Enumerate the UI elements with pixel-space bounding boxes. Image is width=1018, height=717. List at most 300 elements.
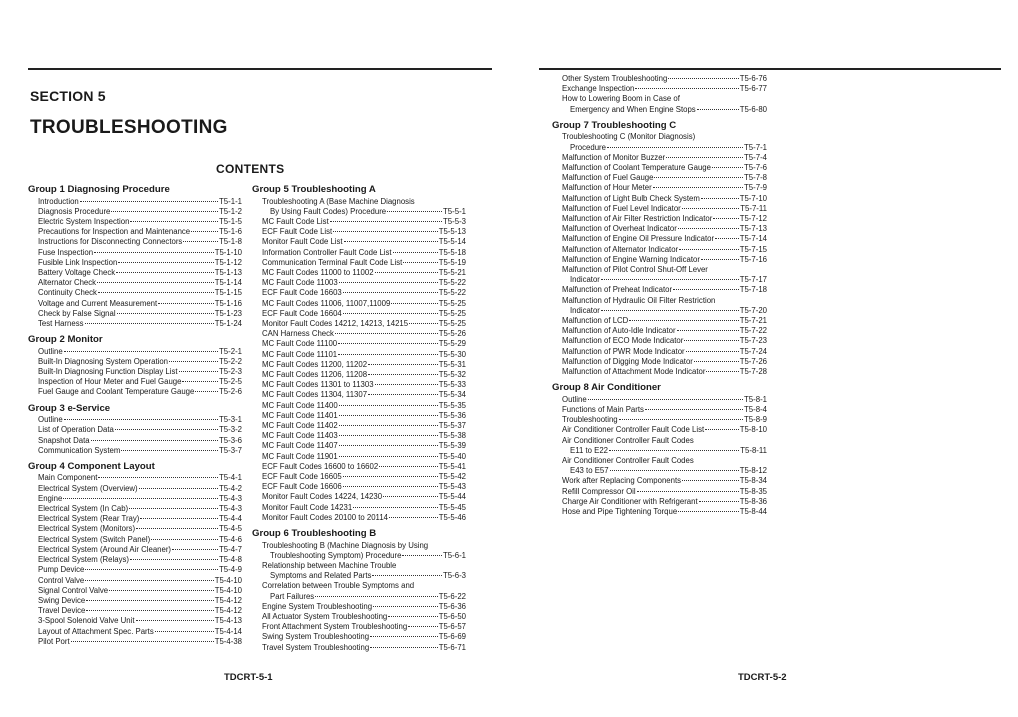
dot-leader [182, 381, 218, 382]
toc-page-number: T5-1-24 [214, 318, 242, 328]
dot-leader [375, 384, 438, 385]
toc-entry-title: Emergency and When Engine Stops [570, 104, 696, 114]
dot-leader [679, 249, 739, 250]
dot-leader [653, 187, 743, 188]
dot-leader [172, 549, 218, 550]
toc-entry [28, 627, 242, 637]
toc-entry-title: List of Operation Data [38, 425, 114, 435]
toc-entry-title: MC Fault Codes 11200, 11202 [262, 359, 368, 369]
toc-page-number: T5-3-1 [219, 415, 242, 425]
toc-page-number: T5-6-76 [739, 74, 767, 83]
dot-leader [64, 351, 218, 352]
toc-page-number: T5-3-2 [219, 425, 242, 435]
dot-leader [140, 518, 218, 519]
toc-page-number: T5-5-37 [438, 420, 466, 430]
toc-entry [252, 441, 466, 451]
dot-leader [372, 575, 442, 576]
toc-entry [552, 507, 767, 517]
dot-leader [85, 580, 213, 581]
toc-page-number: T5-4-6 [219, 534, 242, 544]
toc-entry-title: Hose and Pipe Tightening Torque [562, 506, 678, 516]
toc-page-number: T5-5-43 [438, 482, 466, 492]
toc-entry [28, 387, 242, 397]
dot-leader [130, 221, 218, 222]
toc-entry [252, 592, 466, 602]
toc-page-number: T5-5-25 [438, 308, 466, 318]
dot-leader [339, 282, 438, 283]
dot-leader [63, 498, 218, 499]
toc-page-number: T5-7-15 [739, 244, 767, 254]
toc-entry-title: Malfunction of Air Filter Restriction Indicator [562, 213, 713, 223]
toc-entry-title: Outline [38, 346, 63, 356]
toc-entry-title: Charge Air Conditioner with Refrigerant [562, 496, 698, 506]
toc-page-number: T5-5-46 [438, 512, 466, 522]
toc-column-left-2 [252, 184, 466, 653]
toc-entry-title: ECF Fault Codes 16600 to 16602 [262, 461, 379, 471]
toc-entry-title: MC Fault Codes 11301 to 11303 [262, 380, 374, 390]
toc-entry-title: Indicator [570, 275, 600, 285]
dot-leader [109, 590, 214, 591]
toc-entry-title: Malfunction of Attachment Mode Indicator [562, 366, 706, 376]
toc-entry [252, 602, 466, 612]
toc-entry-title: Main Component [38, 473, 98, 483]
toc-page-number: T5-2-3 [219, 367, 242, 377]
dot-leader [111, 211, 218, 212]
toc-entry-title: Refill Compressor Oil [562, 486, 636, 496]
page-footer-left: TDCRT-5-1 [224, 672, 273, 683]
dot-leader [91, 440, 218, 441]
toc-page-number: T5-1-13 [214, 267, 242, 277]
dot-leader [85, 569, 218, 570]
toc-entry [252, 632, 466, 642]
toc-entry [552, 476, 767, 486]
dot-leader [601, 279, 739, 280]
toc-entry [552, 234, 767, 244]
toc-entry-title: Fuse Inspection [38, 247, 94, 257]
toc-page-number: T5-1-12 [214, 257, 242, 267]
toc-entry-title: Diagnosis Procedure [38, 206, 111, 216]
toc-entry-title: ECF Fault Code 16606 [262, 482, 342, 492]
toc-page-number: T5-4-7 [219, 544, 242, 554]
toc-page-number: T5-8-44 [739, 506, 767, 516]
toc-entry-title: Malfunction of Pilot Control Shut-Off Lever [562, 264, 708, 274]
toc-entry [552, 275, 767, 285]
toc-page-number: T5-7-16 [739, 254, 767, 264]
toc-page-number: T5-8-10 [739, 425, 767, 435]
toc-page-number: T5-4-3 [219, 504, 242, 514]
toc-page-number: T5-5-13 [438, 227, 466, 237]
toc-page-number: T5-1-5 [219, 216, 242, 226]
dot-leader [191, 231, 218, 232]
toc-entry-title: Troubleshooting B (Machine Diagnosis by Using [262, 540, 429, 550]
toc-page-number: T5-5-44 [438, 492, 466, 502]
top-rule [28, 68, 492, 70]
dot-leader [130, 559, 218, 560]
toc-page-number: T5-4-10 [214, 585, 242, 595]
dot-leader [666, 157, 743, 158]
dot-leader [315, 596, 437, 597]
dot-leader [678, 511, 739, 512]
toc-entry [28, 237, 242, 247]
toc-entry-title: MC Fault Code 11403 [262, 431, 338, 441]
dot-leader [645, 409, 743, 410]
toc-entry-title: Check by False Signal [38, 308, 116, 318]
toc-entry [252, 622, 466, 632]
toc-entry-title: Malfunction of Engine Oil Pressure Indicator [562, 234, 715, 244]
toc-entry [552, 224, 767, 234]
toc-entry-title: Fuel Gauge and Coolant Temperature Gauge [38, 387, 195, 397]
toc-entry-title: Engine [38, 493, 63, 503]
dot-leader [343, 476, 438, 477]
toc-page-number: T5-4-14 [214, 626, 242, 636]
dot-leader [344, 241, 438, 242]
dot-leader [169, 361, 218, 362]
toc-entry [252, 227, 466, 237]
toc-page-number: T5-6-57 [438, 622, 466, 632]
dot-leader [588, 399, 743, 400]
toc-entry-title: Outline [562, 394, 587, 404]
toc-entry [28, 576, 242, 586]
toc-entry-title: Malfunction of Engine Warning Indicator [562, 254, 700, 264]
toc-entry-title: Electric System Inspection [38, 216, 130, 226]
toc-entry-title: Battery Voltage Check [38, 267, 116, 277]
dot-leader [383, 496, 438, 497]
toc-group-heading: Group 4 Component Layout [28, 460, 155, 472]
toc-page-number: T5-5-34 [438, 390, 466, 400]
toc-page-number: T5-5-36 [438, 410, 466, 420]
toc-entry [552, 405, 767, 415]
toc-entry-title: Continuity Check [38, 288, 97, 298]
toc-page-number: T5-5-32 [438, 369, 466, 379]
toc-page-number: T5-4-4 [219, 514, 242, 524]
toc-entry-title: MC Fault Code List [262, 216, 329, 226]
toc-entry [28, 606, 242, 616]
toc-entry [552, 163, 767, 173]
toc-entry-title: 3-Spool Solenoid Valve Unit [38, 616, 135, 626]
toc-entry [552, 214, 767, 224]
dot-leader [713, 218, 738, 219]
dot-leader [370, 647, 438, 648]
toc-entry-title: Malfunction of Auto-Idle Indicator [562, 326, 676, 336]
toc-entry [252, 421, 466, 431]
toc-entry [28, 377, 242, 387]
toc-entry-title: Air Conditioner Controller Fault Codes [562, 455, 694, 465]
toc-entry [552, 487, 767, 497]
toc-entry [252, 207, 466, 217]
toc-entry [252, 360, 466, 370]
toc-page-number: T5-7-1 [744, 142, 767, 152]
toc-entry-title: Relationship between Machine Trouble [262, 560, 397, 570]
dot-leader [619, 419, 743, 420]
toc-page-number: T5-4-12 [214, 595, 242, 605]
dot-leader [338, 343, 438, 344]
toc-entry [28, 217, 242, 227]
toc-page-number: T5-5-3 [443, 216, 466, 226]
toc-entry [252, 309, 466, 319]
dot-leader [98, 477, 218, 478]
toc-page-number: T5-4-13 [214, 616, 242, 626]
toc-entry-title: E11 to E22 [570, 445, 609, 455]
toc-entry [28, 288, 242, 298]
toc-entry-title: Communication System [38, 445, 121, 455]
dot-leader [368, 364, 438, 365]
toc-page-number: T5-7-22 [739, 326, 767, 336]
dot-leader [701, 259, 739, 260]
toc-entry-title: MC Fault Codes 11304, 11307 [262, 390, 368, 400]
toc-entry [552, 425, 767, 435]
toc-entry [252, 390, 466, 400]
toc-entry [252, 551, 466, 561]
dot-leader [684, 340, 738, 341]
toc-entry-title: Introduction [38, 196, 79, 206]
dot-leader [85, 323, 214, 324]
dot-leader [610, 470, 739, 471]
toc-entry-title: ECF Fault Code List [262, 227, 333, 237]
toc-entry [552, 183, 767, 193]
toc-page-number: T5-8-4 [744, 404, 767, 414]
toc-entry-title: Swing Device [38, 595, 86, 605]
dot-leader [375, 272, 438, 273]
toc-page-number: T5-6-50 [438, 611, 466, 621]
toc-entry [252, 411, 466, 421]
dot-leader [715, 238, 739, 239]
contents-heading: CONTENTS [216, 162, 285, 176]
dot-leader [682, 208, 740, 209]
toc-entry [252, 503, 466, 513]
toc-page-number: T5-8-35 [739, 486, 767, 496]
toc-page-number: T5-5-18 [438, 247, 466, 257]
toc-entry [552, 285, 767, 295]
toc-entry [28, 299, 242, 309]
toc-page-number: T5-8-1 [744, 394, 767, 404]
toc-entry [28, 504, 242, 514]
toc-page-number: T5-5-22 [438, 288, 466, 298]
toc-group-heading: Group 3 e-Service [28, 402, 111, 414]
toc-entry [28, 446, 242, 456]
toc-group-heading: Group 2 Monitor [28, 334, 103, 346]
dot-leader [179, 371, 218, 372]
toc-page-number: T5-8-34 [739, 476, 767, 486]
dot-leader [335, 333, 438, 334]
toc-page-number: T5-6-22 [438, 591, 466, 601]
toc-entry-title: Monitor Fault Codes 14224, 14230 [262, 492, 383, 502]
toc-page-number: T5-2-5 [219, 377, 242, 387]
toc-page-number: T5-5-39 [438, 441, 466, 451]
toc-entry-title: Malfunction of Light Bulb Check System [562, 193, 700, 203]
toc-entry-title: Monitor Fault Codes 14212, 14213, 14215 [262, 318, 409, 328]
toc-page-number: T5-7-8 [744, 173, 767, 183]
dot-leader [607, 147, 743, 148]
toc-page-number: T5-5-35 [438, 400, 466, 410]
dot-leader [697, 109, 739, 110]
dot-leader [368, 374, 438, 375]
toc-entry [552, 105, 767, 115]
toc-page-number: T5-5-30 [438, 349, 466, 359]
toc-entry [552, 255, 767, 265]
toc-page-number: T5-5-33 [438, 380, 466, 390]
toc-page-number: T5-5-38 [438, 431, 466, 441]
toc-entry-title: Other System Troubleshooting [562, 74, 668, 83]
toc-entry-title: Troubleshooting A (Base Machine Diagnosis [262, 196, 415, 206]
toc-entry-title: Pump Device [38, 565, 85, 575]
toc-entry-title: Test Harness [38, 318, 84, 328]
toc-page-number: T5-5-25 [438, 298, 466, 308]
toc-page-number: T5-4-2 [219, 483, 242, 493]
toc-entry [28, 258, 242, 268]
toc-entry-title: Electrical System (In Cab) [38, 504, 129, 514]
dot-leader [368, 394, 438, 395]
toc-page-number: T5-5-1 [443, 206, 466, 216]
toc-entry-title: Malfunction of Overheat Indicator [562, 224, 677, 234]
toc-entry-title: Travel System Troubleshooting [262, 642, 370, 652]
toc-entry-title: MC Fault Code 11100 [262, 339, 338, 349]
dot-leader [629, 320, 738, 321]
dot-leader [705, 429, 739, 430]
toc-entry-title: Malfunction of Preheat Indicator [562, 285, 673, 295]
dot-leader [678, 228, 739, 229]
dot-leader [64, 419, 218, 420]
toc-entry-title: E43 to E57 [570, 466, 609, 476]
toc-entry-title: Malfunction of Monitor Buzzer [562, 152, 666, 162]
dot-leader [195, 391, 218, 392]
dot-leader [338, 354, 438, 355]
toc-entry [552, 204, 767, 214]
toc-page-number: T5-6-71 [438, 642, 466, 652]
toc-page-number: T5-4-10 [214, 575, 242, 585]
toc-entry [28, 484, 242, 494]
toc-page-number: T5-7-21 [739, 315, 767, 325]
toc-page-number: T5-6-1 [443, 550, 466, 560]
toc-entry [28, 514, 242, 524]
toc-entry-title: Correlation between Trouble Symptoms and [262, 581, 415, 591]
toc-entry [252, 513, 466, 523]
dot-leader [80, 201, 218, 202]
top-rule [539, 68, 1001, 70]
dot-leader [339, 456, 438, 457]
toc-page-number: T5-7-14 [739, 234, 767, 244]
toc-entry-title: Functions of Main Parts [562, 404, 644, 414]
section-number: SECTION 5 [30, 88, 106, 104]
toc-entry [28, 227, 242, 237]
dot-leader [370, 636, 438, 637]
toc-page-number: T5-5-42 [438, 471, 466, 481]
toc-entry-title: Malfunction of ECO Mode Indicator [562, 336, 684, 346]
toc-entry-title: MC Fault Code 11003 [262, 278, 338, 288]
toc-entry [552, 326, 767, 336]
toc-entry [252, 268, 466, 278]
dot-leader [343, 486, 438, 487]
toc-page-number: T5-6-69 [438, 632, 466, 642]
toc-entry-title: Monitor Fault Code 14231 [262, 502, 353, 512]
toc-page-number: T5-4-8 [219, 555, 242, 565]
toc-entry [252, 288, 466, 298]
dot-leader [71, 641, 214, 642]
toc-entry-title: Outline [38, 415, 63, 425]
toc-entry-title: Electrical System (Rear Tray) [38, 514, 140, 524]
dot-leader [136, 528, 218, 529]
toc-page-number: T5-7-28 [739, 366, 767, 376]
toc-page-number: T5-1-10 [214, 247, 242, 257]
toc-column-right-1 [552, 74, 767, 517]
toc-entry-title: Malfunction of Alternator Indicator [562, 244, 679, 254]
dot-leader [635, 88, 738, 89]
dot-leader [339, 445, 438, 446]
dot-leader [94, 252, 214, 253]
toc-entry [28, 545, 242, 555]
toc-entry [252, 380, 466, 390]
toc-entry-title: Troubleshooting Symptom) Procedure [270, 550, 402, 560]
dot-leader [339, 425, 438, 426]
toc-entry-title: Monitor Fault Codes 20100 to 20114 [262, 512, 388, 522]
toc-entry-title: Pilot Port [38, 636, 70, 646]
dot-leader [139, 488, 218, 489]
toc-entry [28, 319, 242, 329]
toc-page-number: T5-7-23 [739, 336, 767, 346]
toc-entry [252, 612, 466, 622]
dot-leader [155, 631, 214, 632]
toc-page-number: T5-1-15 [214, 288, 242, 298]
toc-page-number: T5-5-21 [438, 267, 466, 277]
toc-entry [552, 395, 767, 405]
toc-entry-title: Information Controller Fault Code List [262, 247, 392, 257]
toc-entry-title: Troubleshooting C (Monitor Diagnosis) [562, 132, 696, 142]
toc-entry-title: ECF Fault Code 16605 [262, 471, 342, 481]
toc-entry [252, 462, 466, 472]
toc-page-number: T5-7-10 [739, 193, 767, 203]
toc-page-number: T5-7-11 [740, 203, 767, 213]
toc-group-heading: Group 7 Troubleshooting C [552, 119, 677, 131]
dot-leader [409, 323, 438, 324]
dot-leader [158, 303, 213, 304]
toc-entry-title: MC Fault Code 11402 [262, 420, 338, 430]
toc-entry [28, 347, 242, 357]
dot-leader [408, 626, 438, 627]
toc-entry-title: Electrical System (Around Air Cleaner) [38, 544, 172, 554]
toc-entry-title: Monitor Fault Code List [262, 237, 343, 247]
toc-page-number: T5-4-1 [219, 473, 242, 483]
toc-page-number: T5-7-20 [739, 305, 767, 315]
dot-leader [121, 450, 218, 451]
toc-page-number: T5-5-45 [438, 502, 466, 512]
toc-entry [28, 268, 242, 278]
toc-page-number: T5-6-80 [739, 104, 767, 114]
toc-entry [28, 425, 242, 435]
toc-group-heading: Group 5 Troubleshooting A [252, 184, 376, 195]
toc-entry [252, 492, 466, 502]
toc-entry [552, 357, 767, 367]
dot-leader [339, 415, 438, 416]
toc-page-number: T5-2-6 [219, 387, 242, 397]
toc-entry [28, 248, 242, 258]
toc-page-number: T5-1-2 [219, 206, 242, 216]
dot-leader [686, 351, 739, 352]
toc-page-number: T5-5-22 [438, 278, 466, 288]
toc-page-number: T5-1-23 [214, 308, 242, 318]
toc-entry-title: Fusible Link Inspection [38, 257, 118, 267]
toc-entry [252, 299, 466, 309]
dot-leader [117, 313, 214, 314]
toc-entry-title: Air Conditioner Controller Fault Code List [562, 425, 705, 435]
toc-entry-title: MC Fault Codes 11006, 11007,11009 [262, 298, 391, 308]
toc-entry [252, 482, 466, 492]
toc-entry-title: Work after Replacing Components [562, 476, 682, 486]
toc-entry [252, 248, 466, 258]
toc-entry [28, 207, 242, 217]
toc-page-number: T5-8-9 [744, 415, 767, 425]
toc-entry [552, 173, 767, 183]
toc-page-number: T5-7-4 [744, 152, 767, 162]
toc-page-number: T5-7-18 [739, 285, 767, 295]
